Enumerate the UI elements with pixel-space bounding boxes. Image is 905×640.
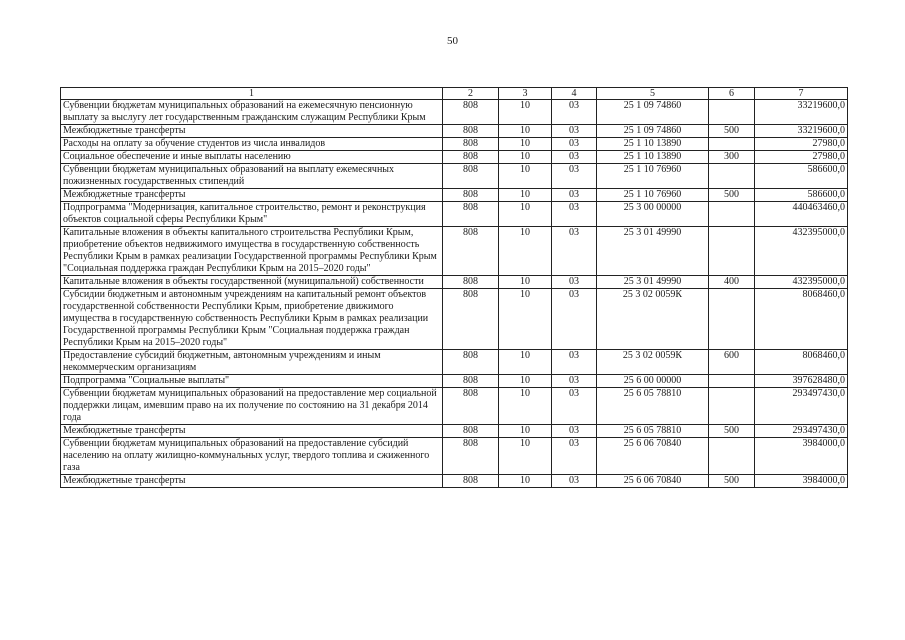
table-row	[61, 189, 848, 202]
row-target-article: 25 6 05 78810	[597, 388, 709, 425]
row-ministry-code: 808	[443, 227, 499, 276]
header-col-amount: 7	[755, 88, 848, 100]
row-target-article: 25 3 02 0059К	[597, 350, 709, 375]
table-row	[61, 138, 848, 151]
table-row	[61, 375, 848, 388]
row-target-article: 25 1 10 76960	[597, 164, 709, 189]
row-name: Межбюджетные трансферты	[61, 189, 443, 202]
row-subsection-code: 03	[552, 151, 597, 164]
row-ministry-code: 808	[443, 438, 499, 475]
row-ministry-code: 808	[443, 475, 499, 488]
row-ministry-code: 808	[443, 202, 499, 227]
row-subsection-code: 03	[552, 388, 597, 425]
row-subsection-code: 03	[552, 138, 597, 151]
row-ministry-code: 808	[443, 100, 499, 125]
table-row	[61, 202, 848, 227]
row-target-article: 25 3 00 00000	[597, 202, 709, 227]
row-expense-type	[709, 289, 755, 350]
row-name: Социальное обеспечение и иные выплаты населению	[61, 151, 443, 164]
row-amount: 397628480,0	[755, 375, 848, 388]
row-amount: 432395000,0	[755, 276, 848, 289]
row-amount: 586600,0	[755, 164, 848, 189]
row-expense-type	[709, 388, 755, 425]
header-col-target-article: 5	[597, 88, 709, 100]
row-subsection-code: 03	[552, 227, 597, 276]
row-target-article: 25 6 00 00000	[597, 375, 709, 388]
header-col-ministry: 2	[443, 88, 499, 100]
row-amount: 33219600,0	[755, 125, 848, 138]
row-section-code: 10	[499, 151, 552, 164]
row-expense-type: 400	[709, 276, 755, 289]
row-amount: 3984000,0	[755, 475, 848, 488]
header-col-subsection: 4	[552, 88, 597, 100]
row-section-code: 10	[499, 388, 552, 425]
row-name: Субсидии бюджетным и автономным учреждениям на капитальный ремонт объектов государственной собственности Республики Крым, приобретение движимого имущества в государственную собственность Республики Крым в рамках реализации Государственной программы Республики Крым "Социальная поддержка граждан Республики Крым на 2015–2020 годы"	[61, 289, 443, 350]
row-ministry-code: 808	[443, 164, 499, 189]
row-subsection-code: 03	[552, 425, 597, 438]
row-target-article: 25 6 06 70840	[597, 438, 709, 475]
row-section-code: 10	[499, 125, 552, 138]
row-ministry-code: 808	[443, 151, 499, 164]
table-row	[61, 388, 848, 425]
row-expense-type	[709, 438, 755, 475]
row-name: Расходы на оплату за обучение студентов из числа инвалидов	[61, 138, 443, 151]
row-expense-type	[709, 100, 755, 125]
header-row	[61, 88, 848, 100]
row-subsection-code: 03	[552, 164, 597, 189]
row-name: Межбюджетные трансферты	[61, 475, 443, 488]
row-name: Капитальные вложения в объекты капитального строительства Республики Крым, приобретение объектов недвижимого имущества в государственную собственность Республики Крым в рамках реализации Государственной программы Республики Крым "Социальная поддержка граждан Республики Крым на 2015–2020 годы"	[61, 227, 443, 276]
row-amount: 8068460,0	[755, 289, 848, 350]
table-row	[61, 125, 848, 138]
row-section-code: 10	[499, 276, 552, 289]
row-amount: 33219600,0	[755, 100, 848, 125]
row-name: Межбюджетные трансферты	[61, 425, 443, 438]
row-name: Субвенции бюджетам муниципальных образований на выплату ежемесячных пожизненных государственных стипендий	[61, 164, 443, 189]
row-amount: 3984000,0	[755, 438, 848, 475]
row-amount: 440463460,0	[755, 202, 848, 227]
row-amount: 293497430,0	[755, 425, 848, 438]
row-amount: 432395000,0	[755, 227, 848, 276]
row-subsection-code: 03	[552, 289, 597, 350]
row-expense-type	[709, 375, 755, 388]
table-row	[61, 350, 848, 375]
row-name: Субвенции бюджетам муниципальных образований на ежемесячную пенсионную выплату за выслугу лет государственным гражданским служащим Республики Крым	[61, 100, 443, 125]
row-subsection-code: 03	[552, 375, 597, 388]
row-subsection-code: 03	[552, 276, 597, 289]
row-target-article: 25 6 05 78810	[597, 425, 709, 438]
row-amount: 586600,0	[755, 189, 848, 202]
row-ministry-code: 808	[443, 189, 499, 202]
table-row	[61, 289, 848, 350]
row-ministry-code: 808	[443, 276, 499, 289]
row-expense-type	[709, 202, 755, 227]
table-row	[61, 475, 848, 488]
row-section-code: 10	[499, 202, 552, 227]
row-ministry-code: 808	[443, 388, 499, 425]
row-target-article: 25 1 09 74860	[597, 125, 709, 138]
table-row	[61, 151, 848, 164]
row-section-code: 10	[499, 350, 552, 375]
page-number: 50	[447, 35, 458, 47]
row-subsection-code: 03	[552, 475, 597, 488]
row-subsection-code: 03	[552, 438, 597, 475]
row-amount: 27980,0	[755, 151, 848, 164]
row-name: Субвенции бюджетам муниципальных образований на предоставление мер социальной поддержки лицам, имевшим право на их получение по состоянию на 31 декабря 2014 года	[61, 388, 443, 425]
row-ministry-code: 808	[443, 125, 499, 138]
row-expense-type: 500	[709, 125, 755, 138]
row-ministry-code: 808	[443, 289, 499, 350]
table-body	[61, 100, 848, 488]
table-row	[61, 100, 848, 125]
row-target-article: 25 1 10 13890	[597, 151, 709, 164]
row-section-code: 10	[499, 475, 552, 488]
row-section-code: 10	[499, 189, 552, 202]
row-target-article: 25 6 06 70840	[597, 475, 709, 488]
row-section-code: 10	[499, 100, 552, 125]
row-target-article: 25 3 01 49990	[597, 227, 709, 276]
row-expense-type: 300	[709, 151, 755, 164]
row-amount: 293497430,0	[755, 388, 848, 425]
row-name: Подпрограмма "Модернизация, капитальное строительство, ремонт и реконструкция объектов социальной сферы Республики Крым"	[61, 202, 443, 227]
header-col-section: 3	[499, 88, 552, 100]
row-amount: 8068460,0	[755, 350, 848, 375]
row-ministry-code: 808	[443, 350, 499, 375]
row-amount: 27980,0	[755, 138, 848, 151]
row-expense-type: 500	[709, 189, 755, 202]
table-row	[61, 276, 848, 289]
row-ministry-code: 808	[443, 425, 499, 438]
row-name: Межбюджетные трансферты	[61, 125, 443, 138]
row-expense-type: 500	[709, 425, 755, 438]
table-row	[61, 438, 848, 475]
row-name: Капитальные вложения в объекты государственной (муниципальной) собственности	[61, 276, 443, 289]
row-target-article: 25 1 09 74860	[597, 100, 709, 125]
row-section-code: 10	[499, 164, 552, 189]
row-target-article: 25 3 02 0059К	[597, 289, 709, 350]
row-target-article: 25 1 10 13890	[597, 138, 709, 151]
header-col-expense-type: 6	[709, 88, 755, 100]
row-section-code: 10	[499, 425, 552, 438]
row-name: Предоставление субсидий бюджетным, автономным учреждениям и иным некоммерческим организациям	[61, 350, 443, 375]
row-expense-type	[709, 227, 755, 276]
row-section-code: 10	[499, 438, 552, 475]
row-subsection-code: 03	[552, 125, 597, 138]
row-section-code: 10	[499, 289, 552, 350]
row-target-article: 25 1 10 76960	[597, 189, 709, 202]
row-expense-type	[709, 138, 755, 151]
table-row	[61, 227, 848, 276]
row-expense-type: 500	[709, 475, 755, 488]
header-col-name: 1	[61, 88, 443, 100]
row-section-code: 10	[499, 375, 552, 388]
row-section-code: 10	[499, 227, 552, 276]
budget-table	[60, 87, 848, 488]
row-subsection-code: 03	[552, 202, 597, 227]
table-row	[61, 425, 848, 438]
row-subsection-code: 03	[552, 350, 597, 375]
row-expense-type	[709, 164, 755, 189]
row-section-code: 10	[499, 138, 552, 151]
row-expense-type: 600	[709, 350, 755, 375]
table-row	[61, 164, 848, 189]
row-subsection-code: 03	[552, 189, 597, 202]
row-ministry-code: 808	[443, 375, 499, 388]
row-name: Субвенции бюджетам муниципальных образований на предоставление субсидий населению на оплату жилищно-коммунальных услуг, твердого топлива и сжиженного газа	[61, 438, 443, 475]
row-subsection-code: 03	[552, 100, 597, 125]
row-target-article: 25 3 01 49990	[597, 276, 709, 289]
row-name: Подпрограмма "Социальные выплаты"	[61, 375, 443, 388]
row-ministry-code: 808	[443, 138, 499, 151]
